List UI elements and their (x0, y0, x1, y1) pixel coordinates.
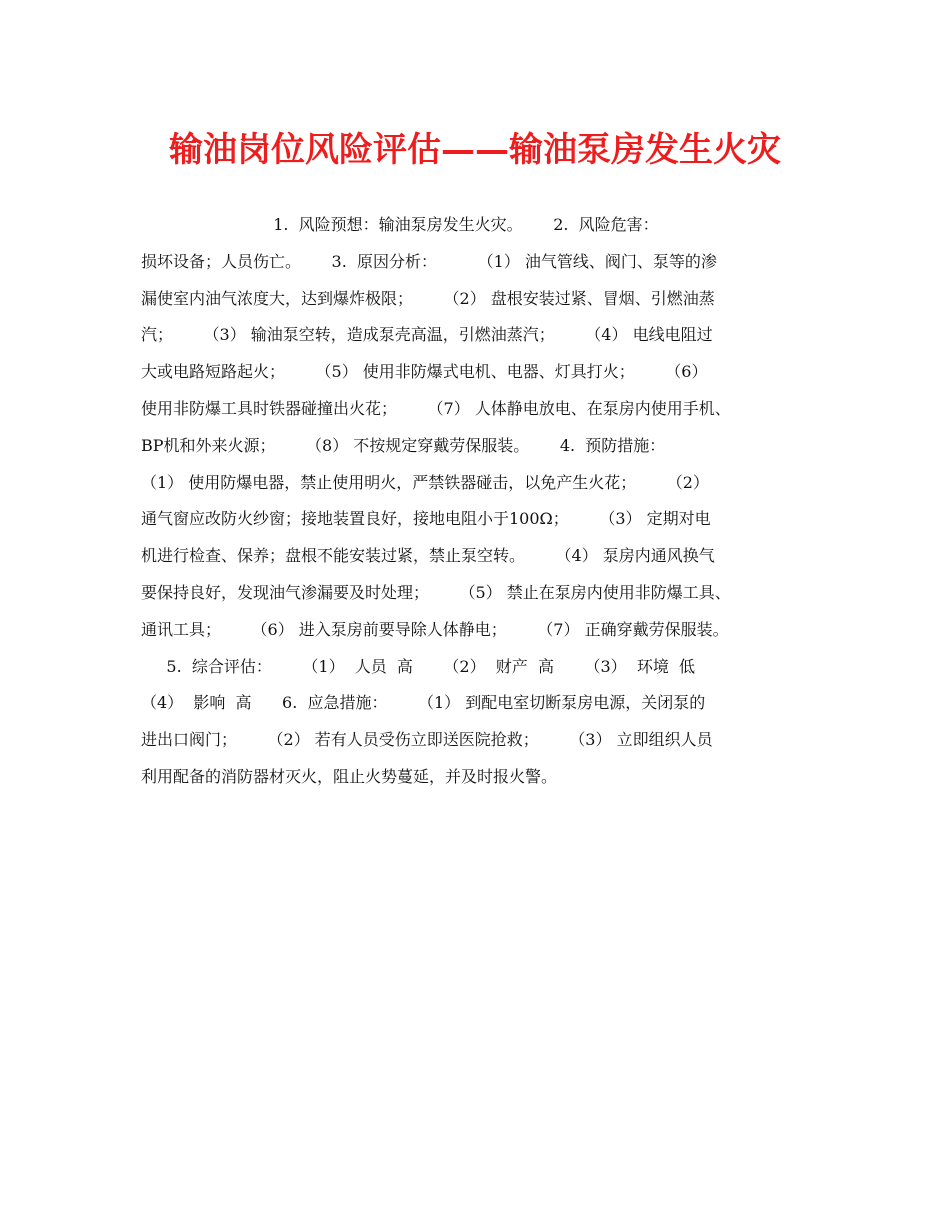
body-line: 利用配备的消防器材灭火，阻止火势蔓延，并及时报火警。 (141, 766, 558, 786)
body-line: 损坏设备；人员伤亡。 3. 原因分析： （1） 油气管线、阀门、泵等的渗 (141, 251, 717, 271)
body-line: 漏使室内油气浓度大，达到爆炸极限； （2） 盘根安装过紧、冒烟、引燃油蒸 (141, 288, 715, 308)
body-line: 进出口阀门； （2） 若有人员受伤立即送医院抢救； （3） 立即组织人员 (141, 730, 713, 750)
body-line: BP机和外来火源； （8） 不按规定穿戴劳保服装。 4. 预防措施： (141, 435, 666, 455)
body-line: （4） 影响 高 6. 应急措施： （1） 到配电室切断泵房电源，关闭泵的 (141, 693, 706, 713)
body-line: 机进行检查、保养；盘根不能安装过紧，禁止泵空转。 （4） 泵房内通风换气 (141, 546, 715, 566)
document-title: 输油岗位风险评估——输油泵房发生火灾 (169, 130, 781, 170)
body-line: 通气窗应改防火纱窗；接地装置良好，接地电阻小于100Ω； （3） 定期对电 (141, 509, 711, 529)
body-line: （1） 使用防爆电器，禁止使用明火，严禁铁器碰击，以免产生火花； （2） (141, 472, 709, 492)
body-line: 使用非防爆工具时铁器碰撞出火花； （7） 人体静电放电、在泵房内使用手机、 (141, 398, 731, 418)
body-line: 5. 综合评估： （1） 人员 高 （2） 财产 高 （3） 环境 低 (141, 656, 695, 676)
body-line: 要保持良好，发现油气渗漏要及时处理； （5） 禁止在泵房内使用非防爆工具、 (141, 582, 731, 602)
body-line: 大或电路短路起火； （5） 使用非防爆式电机、电器、灯具打火； （6） (141, 362, 708, 382)
body-line: 汽； （3） 输油泵空转，造成泵壳高温，引燃油蒸汽； （4） 电线电阻过 (141, 325, 713, 345)
body-line: 1. 风险预想：输油泵房发生火灾。 2. 风险危害： (141, 215, 659, 234)
body-line: 通讯工具； （6） 进入泵房前要导除人体静电； （7） 正确穿戴劳保服装。 (141, 619, 729, 639)
document-body (141, 207, 813, 796)
